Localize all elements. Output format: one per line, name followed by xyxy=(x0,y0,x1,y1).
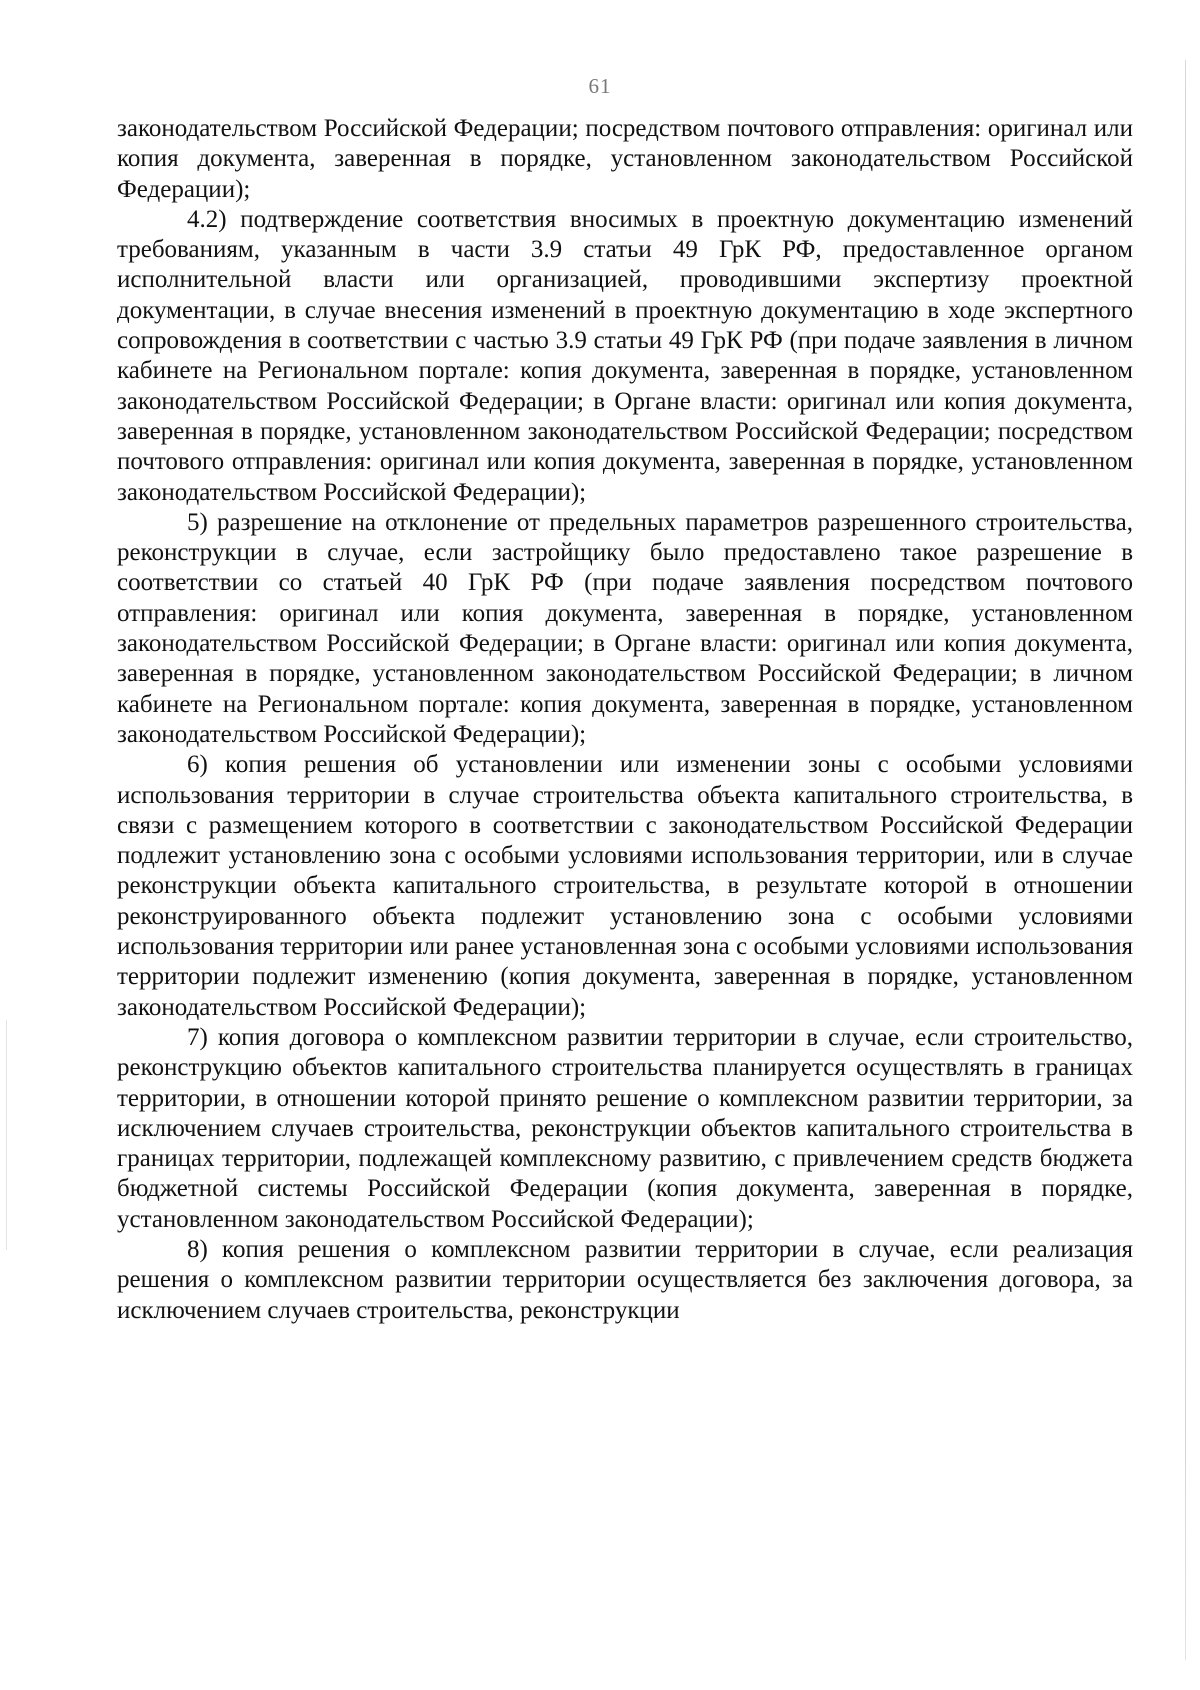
scan-edge-line xyxy=(1185,60,1186,1660)
paragraph-item-7: 7) копия договора о комплексном развитии территории в случае, если строительство, реконструкцию объектов капитального строительства планируется осуществлять в границах территории, в отношении которой принято решение о комплексном развитии территории, за исключением случаев строительства, реконструкции объектов капитального строительства в границах территории, подлежащей комплексному развитию, с привлечением средств бюджета бюджетной системы Российской Федерации (копия документа, заверенная в порядке, установленном законодательством Российской Федерации); xyxy=(117,1023,1133,1233)
document-body xyxy=(117,114,1133,1326)
paragraph-item-4-2: 4.2) подтверждение соответствия вносимых в проектную документацию изменений требованиям, указанным в части 3.9 статьи 49 ГрК РФ, предоставленное органом исполнительной власти или организацией, проводившими экспертизу проектной документации, в случае внесения изменений в проектную документацию в ходе экспертного сопровождения в соответствии с частью 3.9 статьи 49 ГрК РФ (при подаче заявления в личном кабинете на Региональном портале: копия документа, заверенная в порядке, установленном законодательством Российской Федерации; в Органе власти: оригинал или копия документа, заверенная в порядке, установленном законодательством Российской Федерации; посредством почтового отправления: оригинал или копия документа, заверенная в порядке, установленном законодательством Российской Федерации); xyxy=(117,205,1133,506)
paragraph-item-8: 8) копия решения о комплексном развитии территории в случае, если реализация решения о комплексном развитии территории осуществляется без заключения договора, за исключением случаев строительства, реконструкции xyxy=(117,1235,1133,1324)
page-number: 61 xyxy=(588,74,612,98)
paragraph-item-6: 6) копия решения об установлении или изменении зоны с особыми условиями использования территории в случае строительства объекта капитального строительства, в связи с размещением которого в соответствии с законодательством Российской Федерации подлежит установлению зона с особыми условиями использования территории, или в случае реконструкции объекта капитального строительства, в результате которой в отношении реконструированного объекта подлежит установлению зона с особыми условиями использования территории или ранее установленная зона с особыми условиями использования территории подлежит изменению (копия документа, заверенная в порядке, установленном законодательством Российской Федерации); xyxy=(117,751,1133,1021)
scan-edge-mark xyxy=(6,1020,7,1250)
paragraph-item-5: 5) разрешение на отклонение от предельных параметров разрешенного строительства, реконструкции в случае, если застройщику было предоставлено такое разрешение в соответствии со статьей 40 ГрК РФ (при подаче заявления посредством почтового отправления: оригинал или копия документа, заверенная в порядке, установленном законодательством Российской Федерации; в Органе власти: оригинал или копия документа, заверенная в порядке, установленном законодательством Российской Федерации; в личном кабинете на Региональном портале: копия документа, заверенная в порядке, установленном законодательством Российской Федерации); xyxy=(117,508,1133,748)
paragraph-continuation: законодательством Российской Федерации; посредством почтового отправления: оригинал или копия документа, заверенная в порядке, установленном законодательством Российской Федерации); xyxy=(117,115,1133,203)
